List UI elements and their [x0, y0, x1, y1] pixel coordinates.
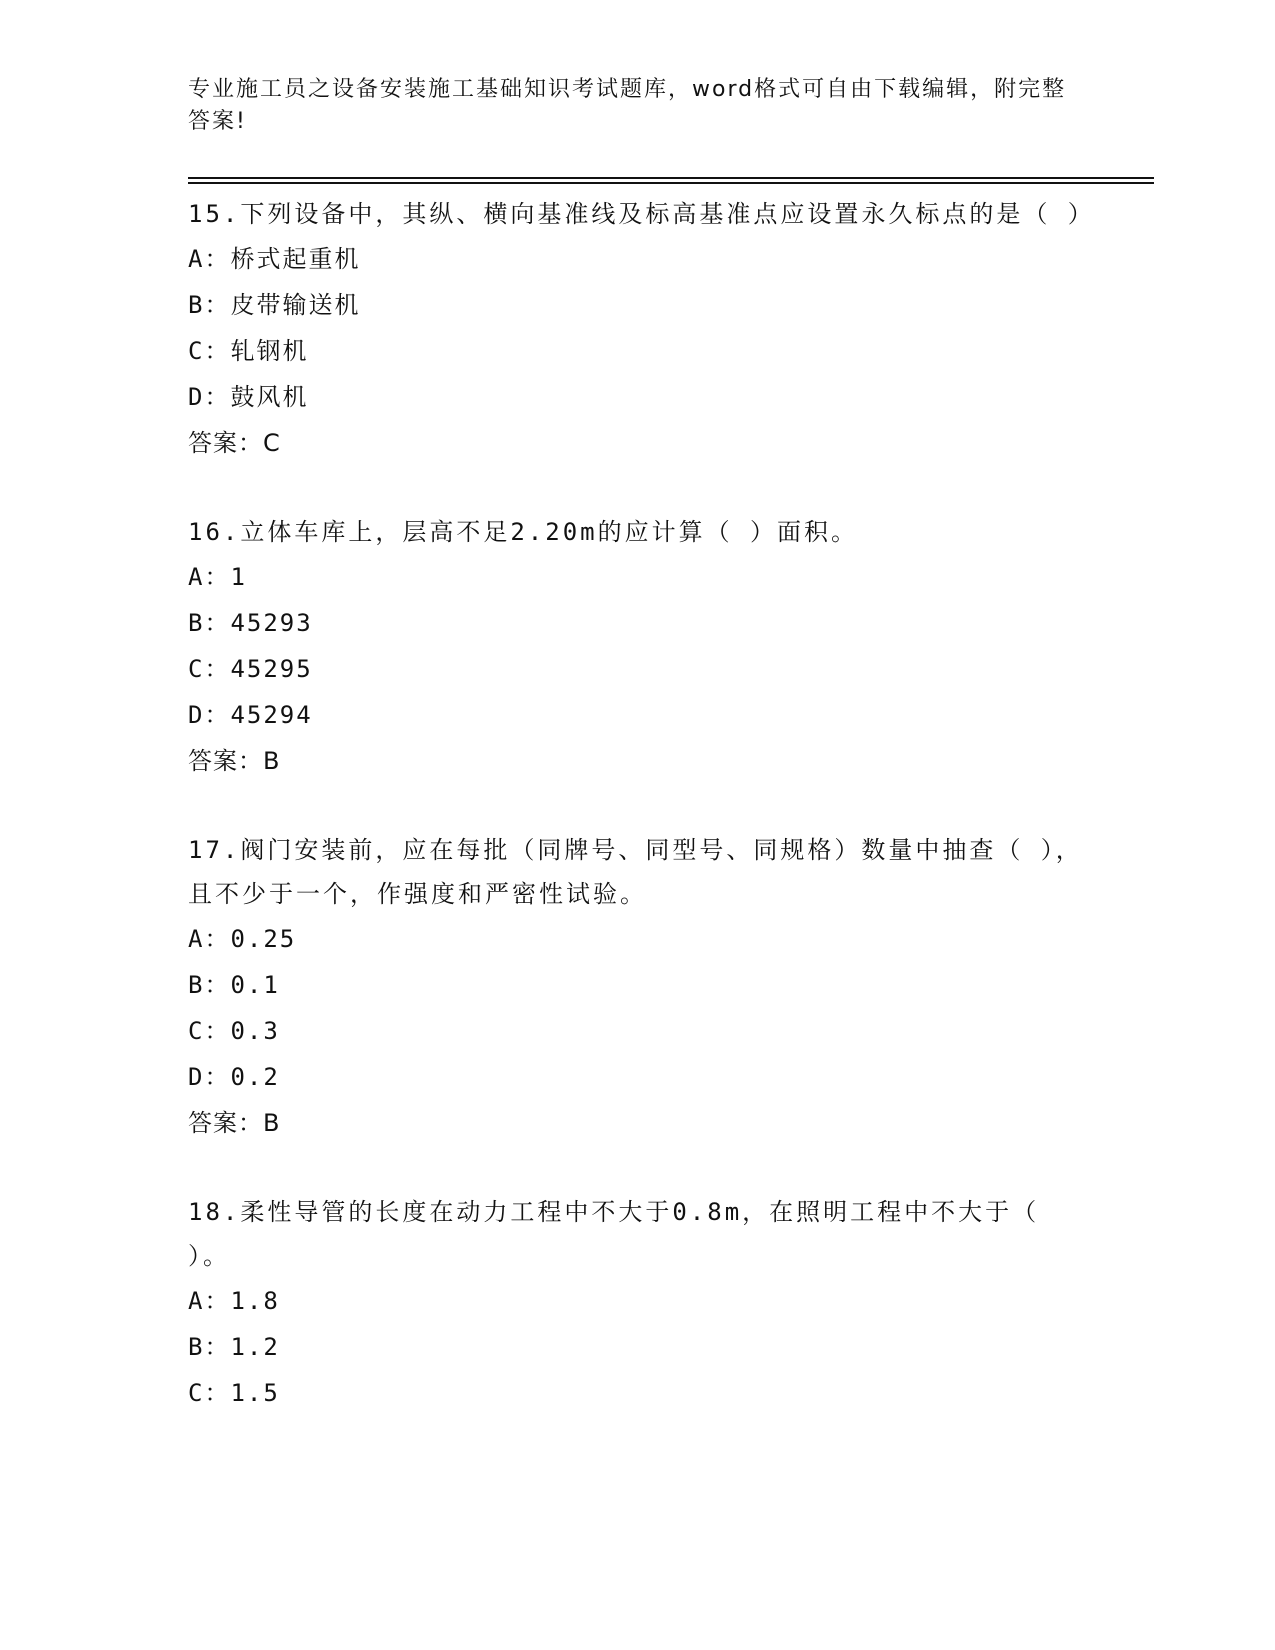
option-text: 1 — [230, 563, 247, 591]
answer-value: B — [263, 1109, 281, 1137]
option-text: 45293 — [230, 609, 313, 637]
option-c — [188, 1370, 1088, 1416]
option-key: C — [188, 1379, 205, 1407]
answer-line — [188, 1100, 1088, 1146]
question-18 — [188, 1190, 1088, 1416]
option-separator: ： — [204, 1287, 231, 1315]
option-c — [188, 1008, 1088, 1054]
option-a — [188, 236, 1088, 282]
option-a — [188, 916, 1088, 962]
option-text: 1.5 — [230, 1379, 280, 1407]
option-text: 0.25 — [230, 925, 297, 953]
option-b — [188, 600, 1088, 646]
option-key: C — [188, 337, 205, 365]
option-b — [188, 962, 1088, 1008]
option-text: 皮带输送机 — [230, 291, 361, 319]
option-key: D — [188, 701, 205, 729]
option-b — [188, 282, 1088, 328]
question-17 — [188, 828, 1088, 1146]
option-separator: ： — [204, 1017, 231, 1045]
answer-line — [188, 420, 1088, 466]
answer-line — [188, 738, 1088, 784]
option-a — [188, 1278, 1088, 1324]
answer-value: C — [263, 429, 281, 457]
option-c — [188, 646, 1088, 692]
option-key: C — [188, 1017, 205, 1045]
answer-label: 答案： — [188, 747, 263, 775]
question-stem: 17.阀门安装前，应在每批（同牌号、同型号、同规格）数量中抽查（ ），且不少于一个，作强度和严密性试验。 — [188, 836, 1083, 908]
option-text: 桥式起重机 — [230, 245, 361, 273]
option-key: A — [188, 925, 205, 953]
option-key: B — [188, 609, 205, 637]
option-separator: ： — [204, 383, 231, 411]
option-key: D — [188, 383, 205, 411]
option-key: B — [188, 971, 205, 999]
option-separator: ： — [204, 609, 231, 637]
question-list — [188, 192, 1095, 1460]
header-rule-bottom — [188, 182, 1154, 184]
option-d — [188, 374, 1088, 420]
option-separator: ： — [204, 1379, 231, 1407]
question-16 — [188, 510, 1088, 784]
option-c — [188, 328, 1088, 374]
option-key: A — [188, 563, 205, 591]
option-key: B — [188, 291, 205, 319]
option-text: 1.2 — [230, 1333, 280, 1361]
option-text: 0.1 — [230, 971, 280, 999]
option-text: 0.2 — [230, 1063, 280, 1091]
option-a — [188, 554, 1088, 600]
option-text: 鼓风机 — [230, 383, 309, 411]
option-key: D — [188, 1063, 205, 1091]
option-text: 45295 — [230, 655, 313, 683]
option-separator: ： — [204, 1333, 231, 1361]
option-key: A — [188, 1287, 205, 1315]
option-separator: ： — [204, 291, 231, 319]
option-text: 1.8 — [230, 1287, 280, 1315]
option-separator: ： — [204, 701, 231, 729]
option-text: 轧钢机 — [230, 337, 309, 365]
answer-label: 答案： — [188, 429, 263, 457]
option-d — [188, 692, 1088, 738]
option-d — [188, 1054, 1088, 1100]
option-b — [188, 1324, 1088, 1370]
document-header: 专业施工员之设备安装施工基础知识考试题库，word格式可自由下载编辑，附完整答案! — [188, 77, 1067, 134]
option-key: B — [188, 1333, 205, 1361]
option-separator: ： — [204, 245, 231, 273]
option-key: A — [188, 245, 205, 273]
option-separator: ： — [204, 655, 231, 683]
option-key: C — [188, 655, 205, 683]
option-text: 0.3 — [230, 1017, 280, 1045]
question-stem: 15.下列设备中，其纵、横向基准线及标高基准点应设置永久标点的是（ ） — [188, 200, 1095, 228]
option-separator: ： — [204, 925, 231, 953]
question-stem: 16.立体车库上，层高不足2.20m的应计算（ ）面积。 — [188, 518, 859, 546]
answer-label: 答案： — [188, 1109, 263, 1137]
answer-value: B — [263, 747, 281, 775]
question-stem: 18.柔性导管的长度在动力工程中不大于0.8m，在照明工程中不大于（ ）。 — [188, 1198, 1040, 1270]
question-15 — [188, 192, 1095, 466]
option-separator: ： — [204, 563, 231, 591]
header-rule-top — [188, 177, 1154, 179]
option-separator: ： — [204, 1063, 231, 1091]
option-separator: ： — [204, 337, 231, 365]
option-separator: ： — [204, 971, 231, 999]
option-text: 45294 — [230, 701, 313, 729]
